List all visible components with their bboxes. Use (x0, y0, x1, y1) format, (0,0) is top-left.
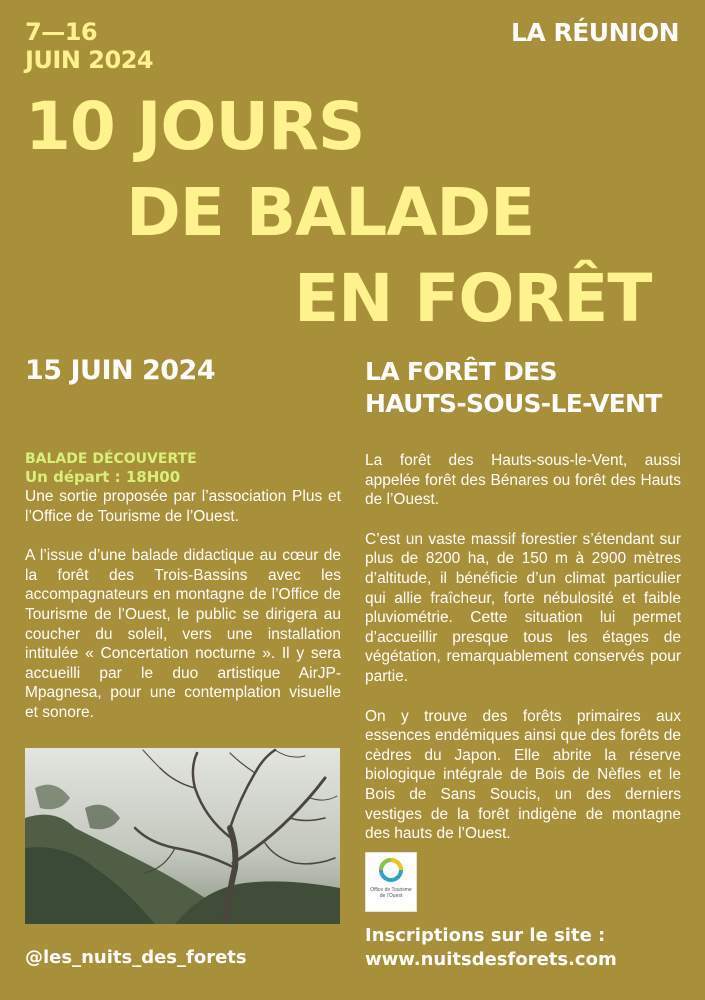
forest-paragraph: La forêt des Hauts-sous-le-Vent, aussi appelée forêt des Bénares ou forêt des Hauts de l’Ouest. (365, 452, 681, 509)
title-line-3: EN FORÊT (294, 260, 652, 337)
tourism-office-logo (365, 852, 417, 912)
forest-heading-line-1: LA FORÊT DES (365, 357, 557, 386)
logo-text-line-1: Office de Tourisme (370, 887, 412, 893)
forest-tree-photo (25, 748, 340, 924)
title-line-2: DE BALADE (126, 174, 535, 251)
region-label: LA RÉUNION (510, 18, 679, 47)
signup-label: Inscriptions sur le site : (365, 925, 606, 946)
website-link[interactable]: www.nuitsdesforets.com (365, 949, 617, 970)
forest-paragraph: On y trouve des forêts primaires aux essences endémiques ainsi que des forêts de cèdres du Japon. Elle abrite la réserve biologique intégrale de Bois de Nèfles et le Bois de Sans Soucis, un des derniers vestiges de la forêt indigène de montagne des hauts de l’Ouest. (365, 707, 681, 843)
logo-text-line-2: de l’Ouest (379, 893, 403, 899)
forest-heading-line-2: HAUTS-SOUS-LE-VENT (365, 389, 662, 418)
tree-illustration (25, 748, 340, 924)
event-departure-time: Un départ : 18H00 (25, 468, 181, 486)
event-date-heading: 15 JUIN 2024 (25, 355, 216, 386)
dates-month: JUIN 2024 (25, 46, 154, 74)
dates-range: 7—16 (25, 18, 98, 46)
forest-heading (365, 356, 685, 420)
event-dates (25, 18, 153, 74)
title-line-1: 10 JOURS (25, 88, 365, 165)
event-paragraph: Une sortie proposée par l’association Plus et l’Office de Tourisme de l’Ouest. (25, 488, 341, 525)
forest-description (365, 451, 681, 864)
forest-paragraph: C’est un vaste massif forestier s’étendant sur plus de 8200 ha, de 150 m à 2900 mètres d’altitude, il bénéficie d’un climat particulier qui allie fraîcheur, forte nébulosité et faible pluviométrie. Cette situation lui permet d’accueillir presque tous les étages de végétation, remarquablement conservés pour partie. (365, 530, 681, 685)
event-description (25, 487, 341, 743)
event-paragraph: A l’issue d’une balade didactique au cœur de la forêt des Trois-Bassins avec les accompagnateurs en montagne de l’Office de Tourisme de l’Ouest, le public se dirigera au coucher du soleil, vers une installation intitulée « Concertation nocturne ». Il y sera accueilli par le duo artistique AirJP-Mpagnesa, pour une contemplation visuelle et sonore. (25, 547, 341, 721)
social-handle[interactable]: @les_nuits_des_forets (25, 947, 247, 968)
event-category: BALADE DÉCOUVERTE (25, 451, 197, 467)
logo-emblem (366, 853, 416, 911)
signup-info (365, 924, 617, 972)
